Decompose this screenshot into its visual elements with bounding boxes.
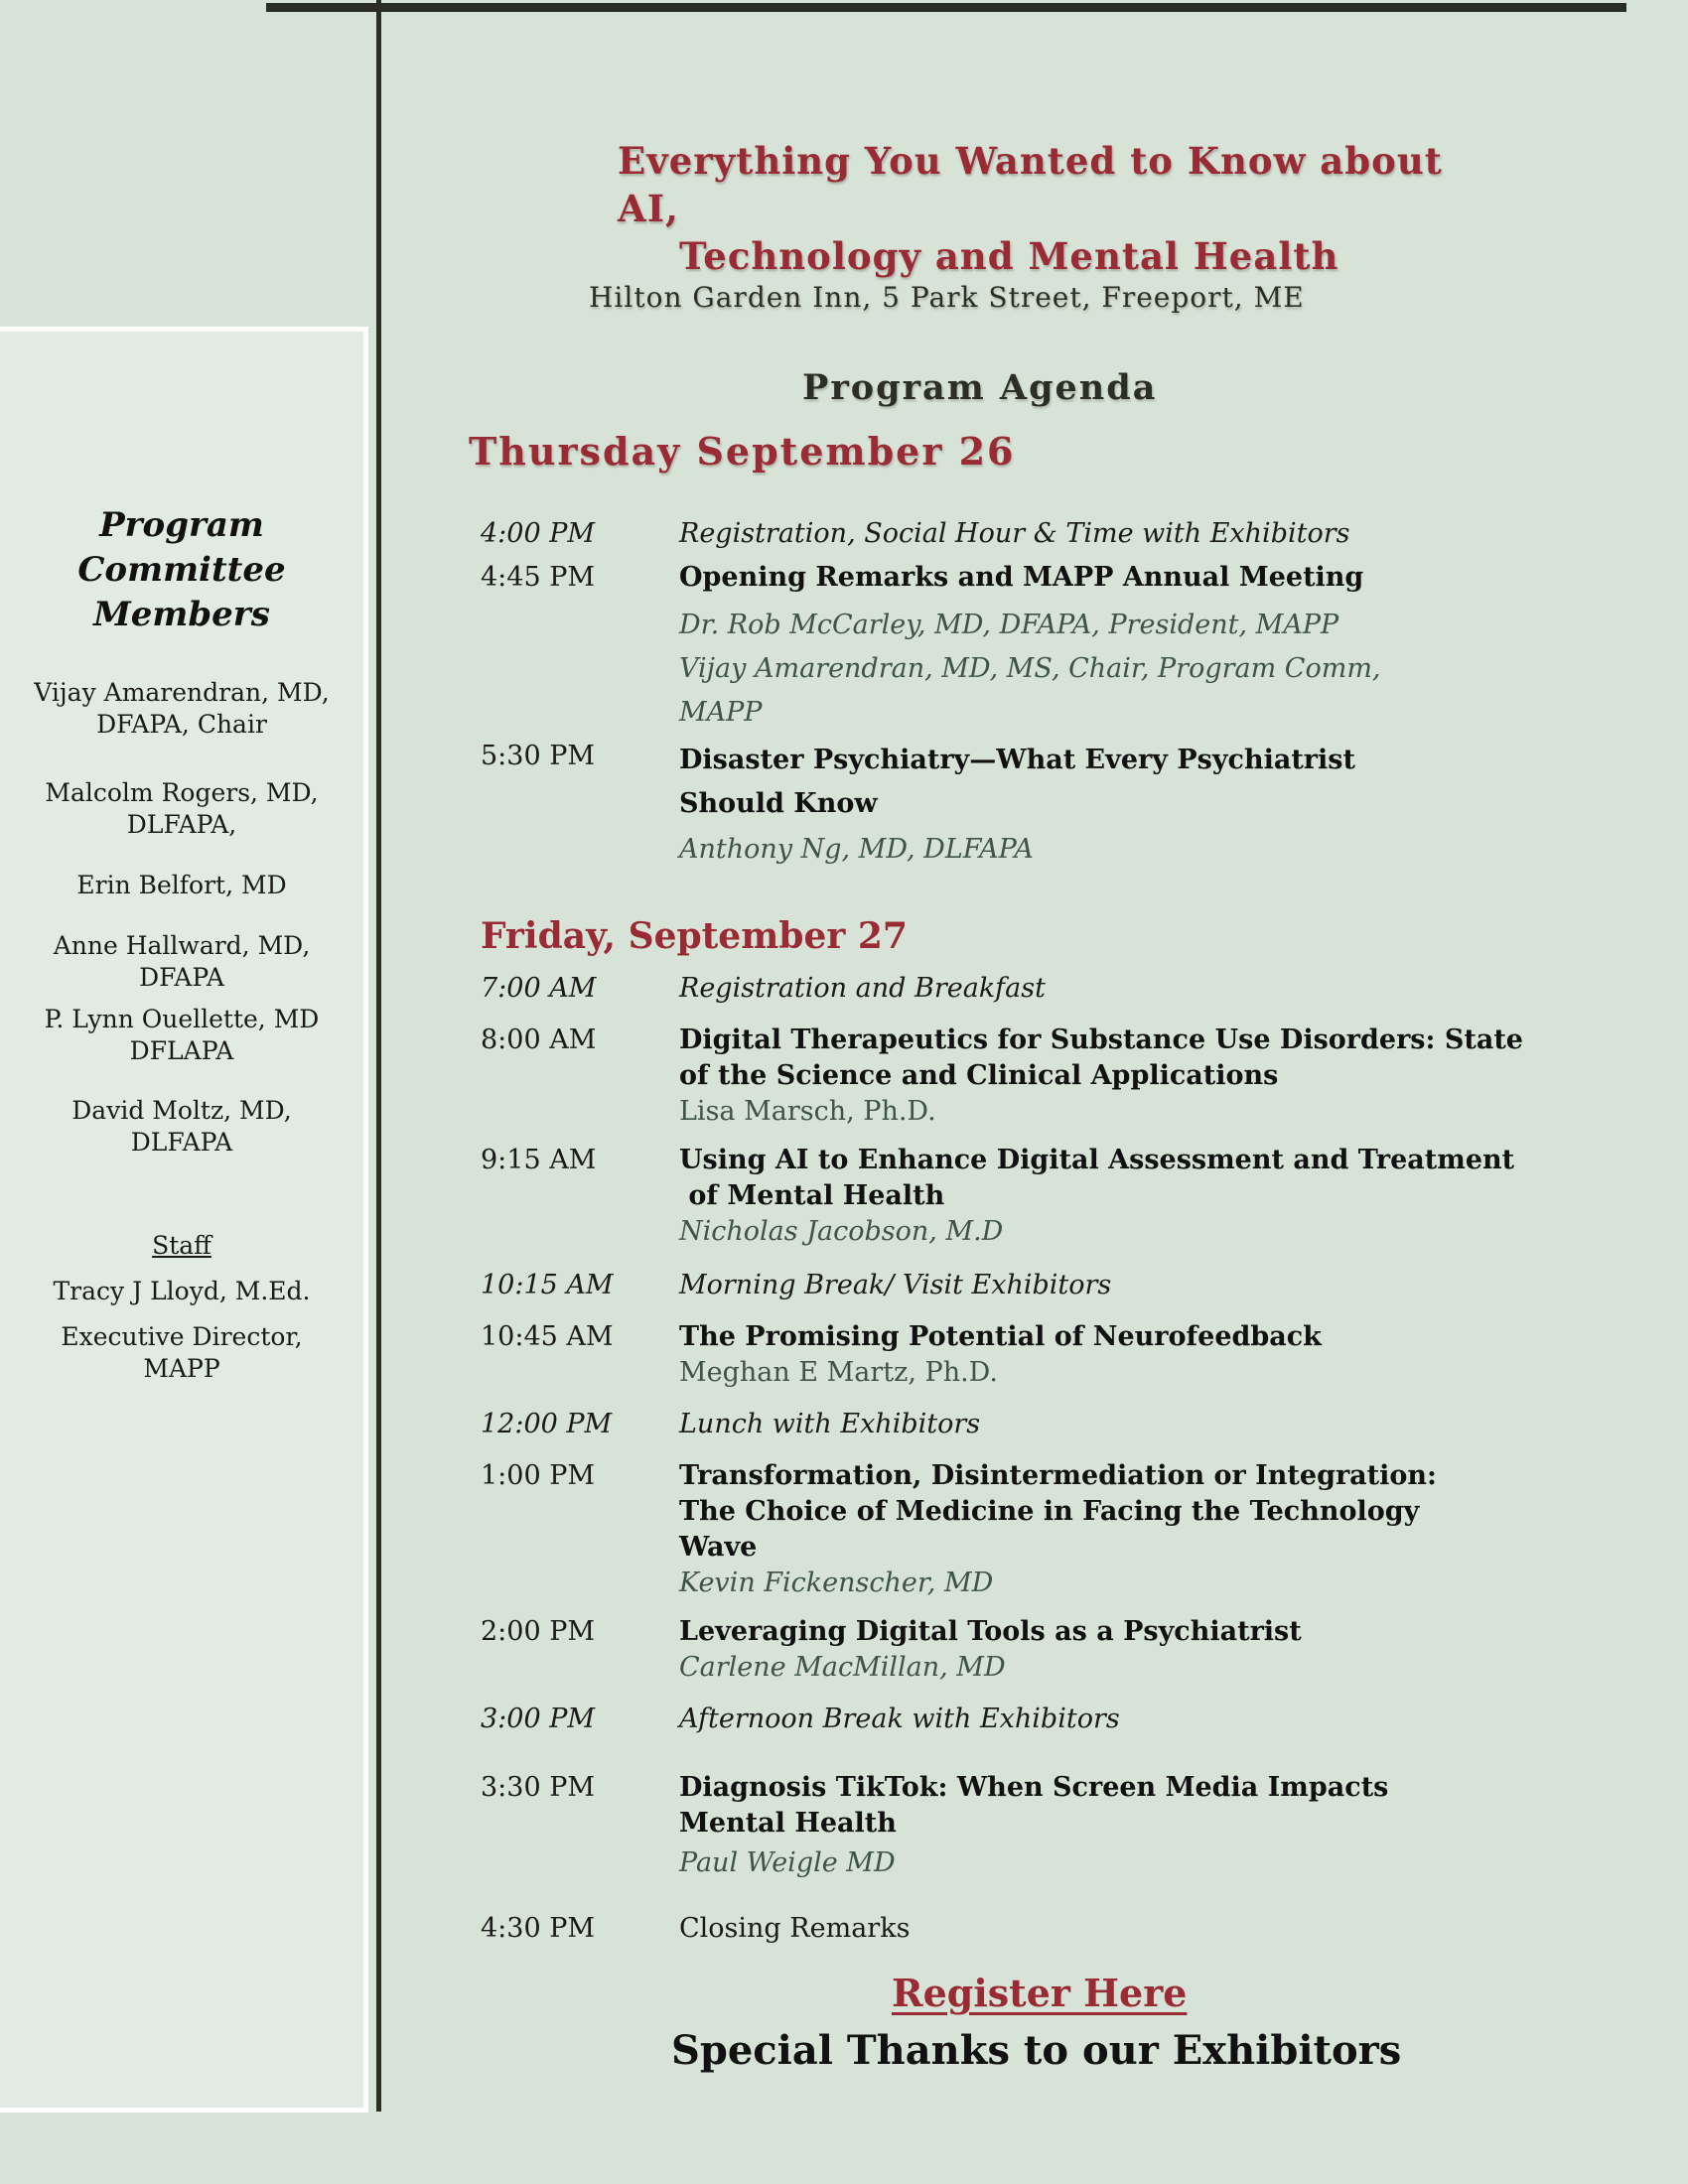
agenda-time: 4:30 PM bbox=[481, 1913, 596, 1944]
committee-member bbox=[0, 870, 363, 901]
session-title: Leveraging Digital Tools as a Psychiatrist bbox=[679, 1616, 1302, 1647]
agenda-title: Registration, Social Hour & Time with Exhibitors bbox=[679, 518, 1350, 549]
session-title: The Promising Potential of Neurofeedback bbox=[679, 1321, 1322, 1352]
session-title: Wave bbox=[679, 1532, 758, 1563]
agenda-time: 10:15 AM bbox=[481, 1270, 614, 1300]
agenda-time: 3:30 PM bbox=[481, 1772, 596, 1803]
member-name: David Moltz, MD, bbox=[71, 1096, 292, 1125]
speaker-name: Anthony Ng, MD, DLFAPA bbox=[679, 834, 1034, 865]
top-rule-bar bbox=[266, 3, 1626, 12]
committee-member bbox=[0, 930, 363, 994]
member-credentials: DFAPA bbox=[139, 963, 224, 992]
agenda-title: Lunch with Exhibitors bbox=[679, 1409, 981, 1439]
member-credentials: DLFAPA bbox=[130, 1128, 233, 1157]
speaker-name: Kevin Fickenscher, MD bbox=[679, 1568, 994, 1598]
session-title: The Choice of Medicine in Facing the Technology bbox=[679, 1496, 1420, 1527]
member-name: Erin Belfort, MD bbox=[76, 871, 287, 899]
agenda-time: 4:45 PM bbox=[481, 562, 596, 593]
event-title bbox=[596, 137, 1489, 280]
agenda-heading: Program Agenda bbox=[802, 367, 1158, 408]
committee-heading-line: Members bbox=[93, 595, 270, 634]
agenda-time: 2:00 PM bbox=[481, 1616, 596, 1647]
session-title: Disaster Psychiatry—What Every Psychiatrist bbox=[679, 745, 1355, 775]
committee-heading-line: Program bbox=[99, 505, 264, 545]
member-credentials: DLFAPA, bbox=[126, 810, 237, 839]
agenda-time: 9:15 AM bbox=[481, 1145, 597, 1175]
event-title-line: Everything You Wanted to Know about AI, bbox=[618, 139, 1443, 230]
agenda-title: Morning Break/ Visit Exhibitors bbox=[679, 1270, 1112, 1300]
session-title: of Mental Health bbox=[679, 1180, 945, 1211]
register-link[interactable]: Register Here bbox=[892, 1971, 1188, 2015]
session-title: Using AI to Enhance Digital Assessment and Treatment bbox=[679, 1145, 1515, 1175]
speaker-name: Carlene MacMillan, MD bbox=[679, 1652, 1006, 1683]
committee-member bbox=[0, 677, 363, 741]
member-name: P. Lynn Ouellette, MD bbox=[44, 1005, 320, 1033]
committee-member bbox=[0, 1004, 363, 1067]
speaker-name: MAPP bbox=[679, 697, 763, 728]
exhibitors-thanks: Special Thanks to our Exhibitors bbox=[671, 2027, 1402, 2074]
day-heading-thursday: Thursday September 26 bbox=[469, 429, 1016, 474]
committee-sidebar bbox=[0, 327, 368, 2113]
committee-member bbox=[0, 1095, 363, 1159]
agenda-time: 3:00 PM bbox=[481, 1704, 596, 1734]
speaker-name: Vijay Amarendran, MD, MS, Chair, Program Comm, bbox=[679, 653, 1381, 684]
agenda-title: Closing Remarks bbox=[679, 1913, 911, 1944]
staff-label bbox=[0, 1230, 363, 1262]
speaker-name: Paul Weigle MD bbox=[679, 1847, 896, 1878]
staff-member bbox=[0, 1276, 363, 1307]
session-title: Diagnosis TikTok: When Screen Media Impacts bbox=[679, 1772, 1389, 1803]
session-title: Opening Remarks and MAPP Annual Meeting bbox=[679, 562, 1364, 593]
agenda-title: Afternoon Break with Exhibitors bbox=[679, 1704, 1120, 1734]
staff-name: Tracy J Lloyd, M.Ed. bbox=[53, 1277, 311, 1305]
speaker-name: Lisa Marsch, Ph.D. bbox=[679, 1096, 936, 1127]
session-title: Mental Health bbox=[679, 1808, 897, 1839]
day-heading-friday: Friday, September 27 bbox=[481, 915, 908, 957]
staff-heading: Staff bbox=[152, 1231, 211, 1260]
agenda-title: Registration and Breakfast bbox=[679, 973, 1046, 1004]
agenda-time: 7:00 AM bbox=[481, 973, 597, 1004]
vertical-rule bbox=[376, 0, 381, 2112]
speaker-name: Dr. Rob McCarley, MD, DFAPA, President, MAPP bbox=[679, 610, 1339, 640]
event-title-line: Technology and Mental Health bbox=[679, 234, 1339, 278]
agenda-time: 1:00 PM bbox=[481, 1460, 596, 1491]
member-name: Vijay Amarendran, MD, bbox=[34, 678, 330, 707]
member-name: Malcolm Rogers, MD, bbox=[45, 778, 319, 807]
staff-member bbox=[0, 1321, 363, 1385]
committee-member bbox=[0, 777, 363, 841]
staff-role: Executive Director, bbox=[61, 1322, 303, 1351]
session-title: Digital Therapeutics for Substance Use Disorders: State bbox=[679, 1024, 1523, 1055]
member-credentials: DFLAPA bbox=[129, 1036, 234, 1065]
session-title: Should Know bbox=[679, 788, 878, 819]
member-name: Anne Hallward, MD, bbox=[53, 931, 311, 960]
agenda-time: 8:00 AM bbox=[481, 1024, 597, 1055]
event-venue: Hilton Garden Inn, 5 Park Street, Freeport, ME bbox=[589, 281, 1305, 314]
committee-heading-line: Committee bbox=[77, 550, 286, 590]
agenda-time: 10:45 AM bbox=[481, 1321, 614, 1352]
agenda-time: 12:00 PM bbox=[481, 1409, 613, 1439]
session-title: Transformation, Disintermediation or Integration: bbox=[679, 1460, 1438, 1491]
speaker-name: Nicholas Jacobson, M.D bbox=[679, 1216, 1004, 1247]
member-credentials: DFAPA, Chair bbox=[96, 710, 267, 739]
session-title: of the Science and Clinical Applications bbox=[679, 1060, 1279, 1091]
agenda-time: 4:00 PM bbox=[481, 518, 596, 549]
committee-heading bbox=[0, 503, 363, 637]
agenda-time: 5:30 PM bbox=[481, 741, 596, 771]
staff-org: MAPP bbox=[143, 1354, 220, 1383]
speaker-name: Meghan E Martz, Ph.D. bbox=[679, 1357, 998, 1388]
